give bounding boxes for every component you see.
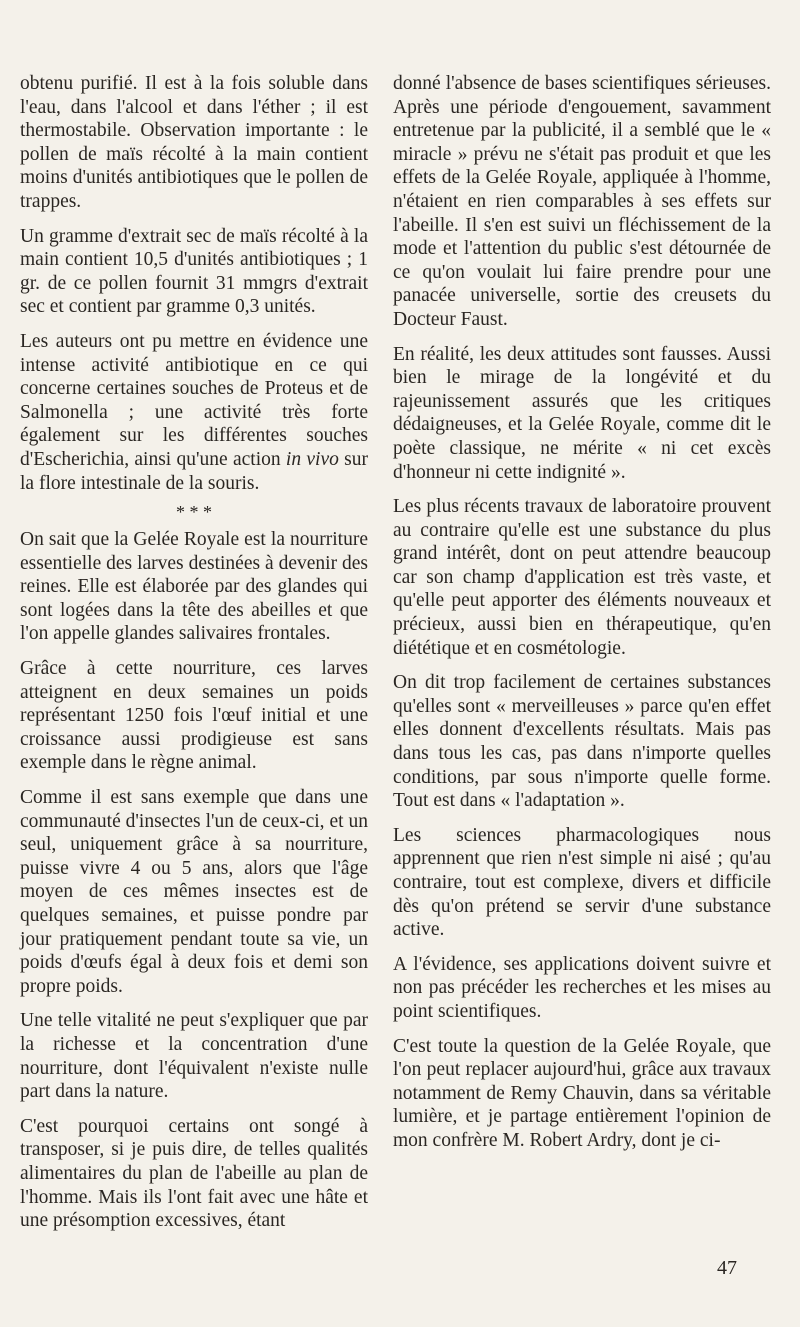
paragraph: Comme il est sans exemple que dans une communauté d'insectes l'un de ceux-ci, et un seul, uniquement grâce à sa nourriture, puisse vivre 4 ou 5 ans, alors que l'âge moyen de ces mêmes insectes est de quelques semaines, et puisse pondre par jour pratiquement pendant toute sa vie, un poids d'œufs égal à deux fois et demi son propre poids. [20,787,368,997]
section-divider [20,502,368,523]
left-column [20,72,368,1233]
paragraph: On sait que la Gelée Royale est la nourriture essentielle des larves destinées à devenir des reines. Elle est élaborée par des glandes qui sont logées dans la tête des abeilles et que l'on appelle glandes salivaires frontales. [20,529,368,645]
paragraph: Grâce à cette nourriture, ces larves atteignent en deux semaines un poids représentant 1250 fois l'œuf initial et une croissance aussi prodigieuse est sans exemple dans le règne animal. [20,658,368,774]
paragraph: Les sciences pharmacologiques nous apprennent que rien n'est simple ni aisé ; qu'au contraire, tout est complexe, divers et difficile dès qu'on prétend se servir d'une substance active. [393,824,771,941]
paragraph: A l'évidence, ses applications doivent suivre et non pas précéder les recherches et les mises au point scientifiques. [393,953,771,1022]
asterism: * * * [176,502,212,523]
page-number: 47 [717,1257,737,1279]
paragraph: Une telle vitalité ne peut s'expliquer que par la richesse et la concentration d'une nourriture, dont l'équivalent n'existe nulle part dans la nature. [20,1010,368,1103]
paragraph: Les plus récents travaux de laboratoire prouvent au contraire qu'elle est une substance du plus grand intérêt, dont on peut attendre beaucoup car son champ d'application est très vaste, et qu'elle peut apporter des éléments nouveaux et précieux, aussi bien en thérapeutique, qu'en diététique et en cosmétologie. [393,496,771,659]
paragraph: On dit trop facilement de certaines substances qu'elles sont « merveilleuses » parce qu'en effet elles donnent d'excellents résultats. Mais pas dans tous les cas, pas dans n'importe quelles conditions, par sous n'importe quelle forme. Tout est dans « l'adaptation ». [393,672,771,812]
paragraph: Un gramme d'extrait sec de maïs récolté à la main contient 10,5 d'unités antibiotiques ; 1 gr. de ce pollen fournit 31 mmgrs d'extrait sec et contient par gramme 0,3 unités. [20,225,368,318]
paragraph: obtenu purifié. Il est à la fois soluble dans l'eau, dans l'alcool et dans l'éther ; il est thermostabile. Observation importante : le pollen de maïs récolté à la main contient moins d'unités antibiotiques que le pollen de trappes. [20,73,368,212]
right-column [393,72,771,1153]
latin-term: in vivo [285,448,339,470]
paragraph: C'est toute la question de la Gelée Royale, que l'on peut replacer aujourd'hui, grâce aux travaux notamment de Remy Chauvin, dans sa véritable lumière, et je partage entièrement l'opinion de mon confrère M. Robert Ardry, dont je ci- [393,1035,771,1151]
paragraph: C'est pourquoi certains ont songé à transposer, si je puis dire, de telles qualités alimentaires du plan de l'abeille au plan de l'homme. Mais ils l'ont fait avec une hâte et une présomption excessives, étant [20,1115,368,1232]
paragraph: donné l'absence de bases scientifiques sérieuses. Après une période d'engouement, savamment entretenue par la publicité, il a semblé que le « miracle » prévu ne s'était pas produit et que les effets de la Gelée Royale, appliquée à l'homme, n'étaient en rien comparables à ses effets sur l'abeille. Il s'en est suivi un fléchissement de la mode et l'attention du public s'est détournée de ce qu'on voulait lui faire prendre pour une panacée universelle, sortie des creusets du Docteur Faust. [393,73,771,330]
paragraph: Les auteurs ont pu mettre en évidence une intense activité antibiotique en ce qui concerne certaines souches de Proteus et de Salmonella ; une activité très forte également sur les différentes souches d'Escherichia, ainsi qu'une action in vivo sur la flore intestinale de la souris. [20,330,369,494]
paragraph: En réalité, les deux attitudes sont fausses. Aussi bien le mirage de la longévité et du rajeunissement assurés que les critiques dédaigneuses, et la Gelée Royale, comme dit le poète classique, ne mérite « ni cet excès d'honneur ni cette indignité ». [393,343,771,483]
